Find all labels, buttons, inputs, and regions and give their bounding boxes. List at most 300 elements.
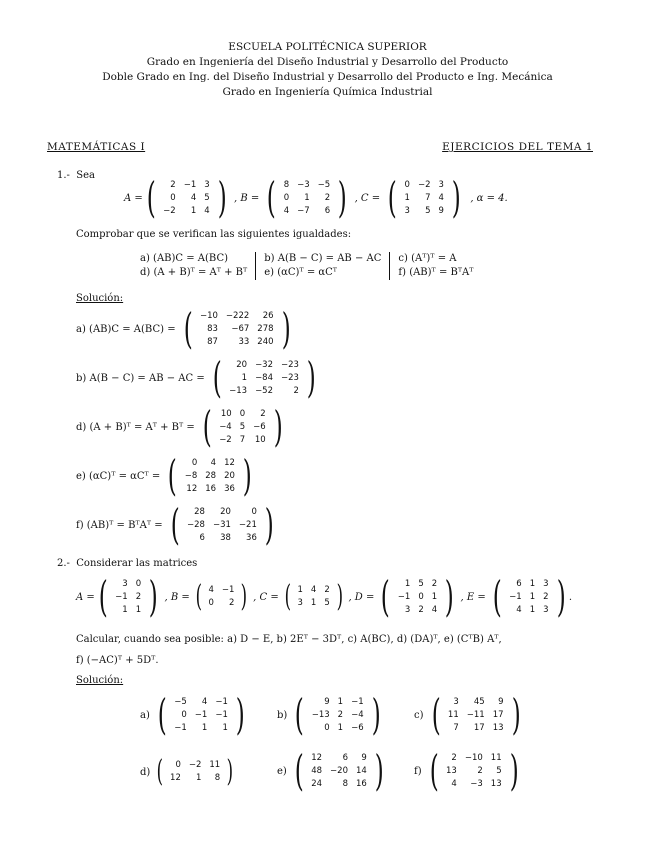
matrix-row	[442, 752, 506, 765]
matrix-entry: 1	[135, 604, 142, 615]
matrix-entries	[166, 759, 224, 785]
matrix-entry: 9	[361, 752, 367, 763]
ex2-sol-a	[140, 690, 248, 739]
matrix-entry: 10	[254, 434, 266, 445]
matrix-entry: 2	[293, 385, 299, 396]
left-paren: (	[212, 353, 222, 402]
ex2-sol-e-label: e)	[277, 765, 287, 777]
matrix-entry: 12	[311, 752, 323, 763]
matrix-entry: 2	[135, 591, 142, 602]
matrix-entries	[170, 696, 232, 735]
eq-separator-1	[255, 252, 256, 280]
matrix-entry: −10	[464, 752, 483, 763]
matrix-row	[442, 778, 506, 791]
matrix-entry: 5	[425, 205, 431, 216]
matrix-entry: −1	[115, 591, 128, 602]
matrix-entry: 10	[220, 408, 232, 419]
matrix-entries	[442, 752, 506, 791]
matrix-row	[111, 604, 145, 617]
ex1-matrix-A	[143, 173, 230, 222]
eq-separator-2	[389, 252, 390, 280]
matrix-row	[196, 310, 278, 323]
matrix-entry: 5	[496, 765, 502, 776]
matrix-row	[205, 584, 239, 597]
matrix-entry: 3	[204, 179, 210, 190]
matrix-entry: 6	[342, 752, 348, 763]
ex1-B-label: , B =	[234, 192, 260, 204]
ex2-sol-f	[414, 746, 522, 795]
exercise-2-intro: Considerar las matrices	[76, 558, 198, 569]
matrix-row	[308, 722, 368, 735]
matrix-row	[215, 421, 269, 434]
matrix-entry: 1	[201, 722, 208, 733]
header-degree-1: Grado en Ingeniería del Diseño Industrial y Desarrollo del Producto	[146, 56, 509, 68]
matrix-entry: 3	[543, 578, 549, 589]
matrix-entry: −1	[215, 709, 228, 720]
left-paren: (	[294, 746, 304, 795]
ex2-matrix-A	[95, 572, 162, 621]
matrix-row	[505, 591, 552, 604]
matrix-entry: 0	[283, 192, 290, 203]
matrix-entry: 3	[453, 696, 459, 707]
matrix-entry: 9	[498, 696, 504, 707]
matrix-entry: −6	[351, 722, 364, 733]
matrix-entry: 6	[324, 205, 331, 216]
left-paren: (	[157, 690, 167, 739]
matrix-entry: 5	[324, 598, 330, 608]
matrix-entry: 24	[311, 778, 323, 789]
eq-a: a) (AB)C = A(BC)	[140, 253, 229, 264]
matrix-entry: −7	[297, 205, 310, 216]
ex1-alpha: , α = 4.	[470, 192, 508, 204]
right-paren: )	[226, 754, 234, 789]
matrix-row	[307, 752, 371, 765]
matrix-entry: 1	[337, 696, 344, 707]
matrix-entries	[196, 310, 278, 349]
matrix-entry: 0	[191, 457, 198, 468]
matrix-entry: −1	[397, 591, 411, 602]
left-paren: (	[202, 402, 212, 451]
ex2-prompt-1: Calcular, cuando sea posible: a) D − E, b) 2Eᵀ − 3Dᵀ, c) A(BC), d) (DA)ᵀ, e) (CᵀB) Aᵀ,	[76, 634, 502, 645]
eq-d: d) (A + B)ᵀ = Aᵀ + Bᵀ	[140, 267, 248, 278]
matrix-entry: 33	[238, 336, 250, 347]
left-paren: (	[267, 173, 277, 222]
matrix-row	[225, 372, 303, 385]
matrix-entry: 87	[207, 336, 218, 347]
matrix-entry: −11	[466, 709, 485, 720]
matrix-entries	[181, 457, 239, 496]
matrix-entry: 4	[438, 192, 444, 203]
matrix-entry: 16	[356, 778, 367, 789]
matrix-entry: 17	[492, 709, 504, 720]
ex2-matrix-D	[377, 572, 457, 621]
exercise-2-num: 2.-	[57, 558, 70, 569]
matrix-entry: −3	[297, 179, 310, 190]
ex1-sol-b	[76, 353, 319, 402]
matrix-entry: 8	[283, 179, 290, 190]
right-paren: )	[337, 173, 347, 222]
matrix-row	[225, 385, 303, 398]
matrix-entry: 7	[239, 434, 246, 445]
matrix-row	[293, 584, 333, 597]
left-paren: (	[195, 579, 202, 614]
matrix-entry: 20	[236, 359, 248, 370]
matrix-entry: 17	[473, 722, 485, 733]
ex1-sol-e	[76, 451, 255, 500]
matrix-entry: 11	[447, 709, 459, 720]
matrix-entry: 2	[431, 578, 438, 589]
ex2-B-label: , B =	[164, 591, 190, 603]
matrix-entry: 6	[199, 532, 205, 543]
matrix-entry: 1	[431, 591, 438, 602]
left-paren: (	[295, 690, 305, 739]
matrix-entry: 1	[337, 722, 344, 733]
matrix-entry: 1	[529, 591, 536, 602]
matrix-row	[183, 506, 261, 519]
matrix-entry: 28	[194, 506, 205, 517]
left-paren: (	[183, 304, 193, 353]
matrix-entry: 13	[446, 765, 457, 776]
left-paren: (	[98, 572, 108, 621]
matrix-entry: 1	[297, 585, 303, 595]
matrix-entries	[280, 179, 334, 218]
matrix-row	[280, 179, 334, 192]
matrix-entry: −10	[199, 310, 218, 321]
right-paren: )	[264, 500, 274, 549]
matrix-entry: 1	[122, 604, 128, 615]
matrix-entry: 3	[543, 604, 549, 615]
ex2-sol-d	[140, 754, 236, 789]
matrix-entry: −32	[255, 359, 274, 370]
ex1-prompt: Comprobar que se verifican las siguientes igualdades:	[76, 229, 352, 240]
matrix-entry: −31	[212, 519, 231, 530]
ex2-E-label: , E =	[460, 591, 486, 603]
matrix-entry: 0	[170, 192, 176, 203]
right-paren: )	[509, 746, 519, 795]
right-paren: )	[241, 579, 248, 614]
matrix-row	[205, 597, 239, 610]
matrix-entry: −8	[184, 470, 198, 481]
matrix-entry: −4	[351, 709, 364, 720]
matrix-entry: 3	[122, 578, 128, 589]
matrix-entry: −52	[255, 385, 274, 396]
matrix-entry: −20	[330, 765, 348, 776]
matrix-entry: 11	[209, 760, 221, 770]
right-paren: )	[148, 572, 158, 621]
left-paren: (	[429, 746, 439, 795]
right-paren: )	[217, 173, 227, 222]
header-degree-3: Grado en Ingeniería Química Industrial	[222, 86, 433, 98]
matrix-entry: 26	[262, 310, 274, 321]
matrix-entry: 28	[205, 470, 217, 481]
matrix-entry: 0	[181, 709, 187, 720]
matrix-row	[394, 578, 441, 591]
matrix-entries	[505, 578, 552, 617]
matrix-entry: 2	[451, 752, 457, 763]
eq-b: b) A(B − C) = AB − AC	[264, 253, 382, 264]
matrix-entry: 36	[224, 483, 235, 494]
matrix-row	[505, 604, 552, 617]
left-paren: (	[381, 572, 391, 621]
matrix-entry: 4	[516, 604, 522, 615]
matrix-row	[308, 696, 368, 709]
ex2-sol-b-matrix	[291, 690, 384, 739]
matrix-entry: 1	[404, 578, 411, 589]
matrix-entry: 20	[224, 470, 235, 481]
matrix-entries	[308, 696, 368, 735]
matrix-entry: −2	[417, 179, 431, 190]
matrix-row	[444, 722, 508, 735]
matrix-entries	[159, 179, 213, 218]
matrix-row	[159, 179, 213, 192]
exercise-1-number	[57, 170, 95, 181]
matrix-row	[181, 457, 239, 470]
ex2-matrix-E	[489, 572, 569, 621]
matrix-entry: 0	[135, 578, 142, 589]
ex2-sol-a-label: a)	[140, 709, 150, 721]
matrix-row	[394, 604, 441, 617]
matrix-entries	[183, 506, 261, 545]
matrix-entry: 1	[404, 192, 410, 203]
matrix-row	[159, 192, 213, 205]
ex2-matrix-C	[282, 579, 346, 614]
matrix-entry: 11	[490, 752, 502, 763]
matrix-entry: 2	[324, 192, 331, 203]
matrix-row	[196, 323, 278, 336]
matrix-entry: 1	[190, 205, 197, 216]
matrix-entry: −4	[219, 421, 232, 432]
matrix-entry: −23	[281, 359, 299, 370]
ex2-matrices	[76, 572, 573, 621]
matrix-row	[181, 483, 239, 496]
sol-e-matrix	[164, 451, 255, 500]
ex1-equalities	[140, 252, 473, 280]
left-paren: (	[168, 451, 178, 500]
matrix-entry: 0	[324, 722, 330, 733]
matrix-entry: 2	[260, 408, 266, 419]
matrix-entries	[225, 359, 303, 398]
matrix-entry: −1	[194, 709, 208, 720]
matrix-row	[215, 408, 269, 421]
matrix-row	[308, 709, 368, 722]
matrix-entry: −1	[509, 591, 522, 602]
ex1-matrix-C	[384, 173, 464, 222]
matrix-entries	[307, 752, 371, 791]
exercise-1-num: 1.-	[57, 170, 70, 181]
matrix-entry: −1	[174, 722, 187, 733]
matrix-row	[111, 591, 145, 604]
matrix-entry: 1	[304, 192, 310, 203]
matrix-entry: −67	[231, 323, 250, 334]
matrix-row	[166, 772, 224, 785]
matrix-row	[159, 205, 213, 218]
matrix-entry: 36	[246, 532, 257, 543]
ex2-sol-e	[277, 746, 387, 795]
matrix-entry: −2	[188, 760, 202, 770]
matrix-entry: −2	[163, 205, 176, 216]
right-paren: )	[444, 572, 454, 621]
left-paren: (	[431, 690, 441, 739]
ex2-sol-f-matrix	[426, 746, 522, 795]
matrix-entry: 4	[431, 604, 438, 615]
left-paren: (	[492, 572, 502, 621]
matrix-entry: −3	[470, 778, 483, 789]
sol-b-label: b) A(B − C) = AB − AC =	[76, 372, 205, 384]
right-paren: )	[242, 451, 252, 500]
right-paren: )	[371, 690, 381, 739]
matrix-entry: 9	[438, 205, 444, 216]
ex2-prompt-2: f) (−AC)ᵀ + 5Dᵀ.	[76, 655, 159, 666]
matrix-entry: 13	[490, 778, 502, 789]
sol-a-matrix	[180, 304, 294, 353]
ex2-C-label: , C =	[253, 591, 279, 603]
matrix-entry: 7	[453, 722, 459, 733]
matrix-entry: 2	[337, 709, 344, 720]
matrix-row	[196, 336, 278, 349]
matrix-entry: −5	[174, 696, 187, 707]
sol-e-label: e) (αC)ᵀ = αCᵀ =	[76, 470, 161, 482]
matrix-row	[225, 359, 303, 372]
right-paren: )	[336, 579, 343, 614]
matrix-entry: 278	[257, 323, 274, 334]
matrix-entry: 12	[170, 773, 181, 783]
sol-a-label: a) (AB)C = A(BC) =	[76, 323, 176, 335]
ex1-A-label: A =	[124, 192, 143, 204]
right-paren: )	[451, 173, 461, 222]
matrix-entry: 5	[239, 421, 246, 432]
eq-c: c) (Aᵀ)ᵀ = A	[398, 253, 457, 264]
matrix-entry: −1	[221, 585, 235, 595]
matrix-entry: −1	[351, 696, 364, 707]
ex1-matrices	[124, 173, 508, 222]
left-paren: (	[156, 754, 164, 789]
left-paren: (	[146, 173, 156, 222]
matrix-entry: −13	[311, 709, 330, 720]
matrix-entry: 0	[239, 408, 246, 419]
ex2-sol-b	[277, 690, 384, 739]
matrix-entry: −84	[255, 372, 274, 383]
ex2-sol-c-matrix	[428, 690, 524, 739]
matrix-entry: 5	[418, 578, 424, 589]
matrix-entry: 3	[404, 604, 411, 615]
matrix-entry: 0	[251, 506, 257, 517]
matrix-entry: 38	[220, 532, 231, 543]
ex2-sol-a-matrix	[154, 690, 248, 739]
ex2-sol-c	[414, 690, 524, 739]
matrix-entry: 240	[257, 336, 274, 347]
matrix-entry: 4	[190, 192, 197, 203]
subject-title: MATEMÁTICAS I	[47, 141, 146, 153]
matrix-entry: −1	[183, 179, 197, 190]
ex1-C-label: , C =	[354, 192, 381, 204]
eq-e: e) (αC)ᵀ = αCᵀ	[264, 267, 337, 278]
sol-b-matrix	[209, 353, 320, 402]
matrix-row	[293, 597, 333, 610]
matrix-row	[307, 778, 371, 791]
matrix-entry: 3	[438, 179, 444, 190]
ex2-sol-c-label: c)	[414, 709, 424, 721]
ex2-sol-f-label: f)	[414, 765, 422, 777]
ex2-sol-b-label: b)	[277, 709, 288, 721]
matrix-entries	[215, 408, 269, 447]
matrix-row	[181, 470, 239, 483]
matrix-entries	[111, 578, 145, 617]
matrix-entries	[444, 696, 508, 735]
matrix-entry: 16	[205, 483, 217, 494]
matrix-row	[401, 179, 448, 192]
matrix-row	[183, 532, 261, 545]
matrix-entry: 2	[418, 604, 424, 615]
matrix-row	[401, 192, 448, 205]
matrix-entry: 4	[210, 457, 217, 468]
matrix-row	[280, 192, 334, 205]
matrix-entry: 1	[310, 598, 317, 608]
matrix-row	[444, 696, 508, 709]
matrix-row	[307, 765, 371, 778]
left-paren: (	[170, 500, 180, 549]
matrix-entry: −1	[215, 696, 228, 707]
ex2-sol-d-label: d)	[140, 766, 151, 778]
matrix-row	[166, 759, 224, 772]
right-paren: )	[235, 690, 245, 739]
matrix-entry: 3	[404, 205, 410, 216]
sol-f-label: f) (AB)ᵀ = BᵀAᵀ =	[76, 519, 163, 531]
matrix-entry: 83	[207, 323, 218, 334]
matrix-entry: 14	[356, 765, 367, 776]
matrix-entry: 2	[229, 598, 235, 608]
matrix-entry: 8	[214, 773, 221, 783]
matrix-row	[401, 205, 448, 218]
matrix-row	[444, 709, 508, 722]
matrix-entry: 0	[418, 591, 424, 602]
matrix-row	[215, 434, 269, 447]
ex2-A-label: A =	[76, 591, 95, 603]
right-paren: )	[281, 304, 291, 353]
matrix-row	[111, 578, 145, 591]
matrix-entry: 5	[204, 192, 210, 203]
matrix-entry: −222	[225, 310, 250, 321]
ex2-solution-label: Solución:	[76, 675, 124, 686]
matrix-entry: 1	[241, 372, 248, 383]
matrix-entries	[401, 179, 448, 218]
matrix-row	[170, 722, 232, 735]
right-paren: )	[556, 572, 566, 621]
header-school: ESCUELA POLITÉCNICA SUPERIOR	[228, 41, 427, 53]
matrix-entry: 4	[451, 778, 457, 789]
matrix-entry: 4	[201, 696, 208, 707]
sheet-title: EJERCICIOS DEL TEMA 1	[442, 141, 593, 153]
matrix-entry: −6	[253, 421, 266, 432]
matrix-entry: 20	[220, 506, 231, 517]
matrix-entry: 0	[404, 179, 410, 190]
ex1-solution-label: Solución:	[76, 293, 124, 304]
matrix-entry: 4	[204, 205, 210, 216]
matrix-entry: 2	[170, 179, 176, 190]
matrix-entries	[205, 584, 239, 610]
sol-d-label: d) (A + B)ᵀ = Aᵀ + Bᵀ =	[76, 421, 195, 433]
ex1-sol-a	[76, 304, 294, 353]
matrix-entry: −5	[317, 179, 331, 190]
eq-f: f) (AB)ᵀ = BᵀAᵀ	[398, 267, 474, 278]
matrix-entry: 13	[492, 722, 504, 733]
matrix-entry: 2	[324, 585, 330, 595]
sol-f-matrix	[167, 500, 278, 549]
matrix-entries	[293, 584, 333, 610]
matrix-entry: 2	[543, 591, 549, 602]
ex2-end: .	[568, 591, 573, 603]
right-paren: )	[273, 402, 283, 451]
matrix-entries	[394, 578, 441, 617]
